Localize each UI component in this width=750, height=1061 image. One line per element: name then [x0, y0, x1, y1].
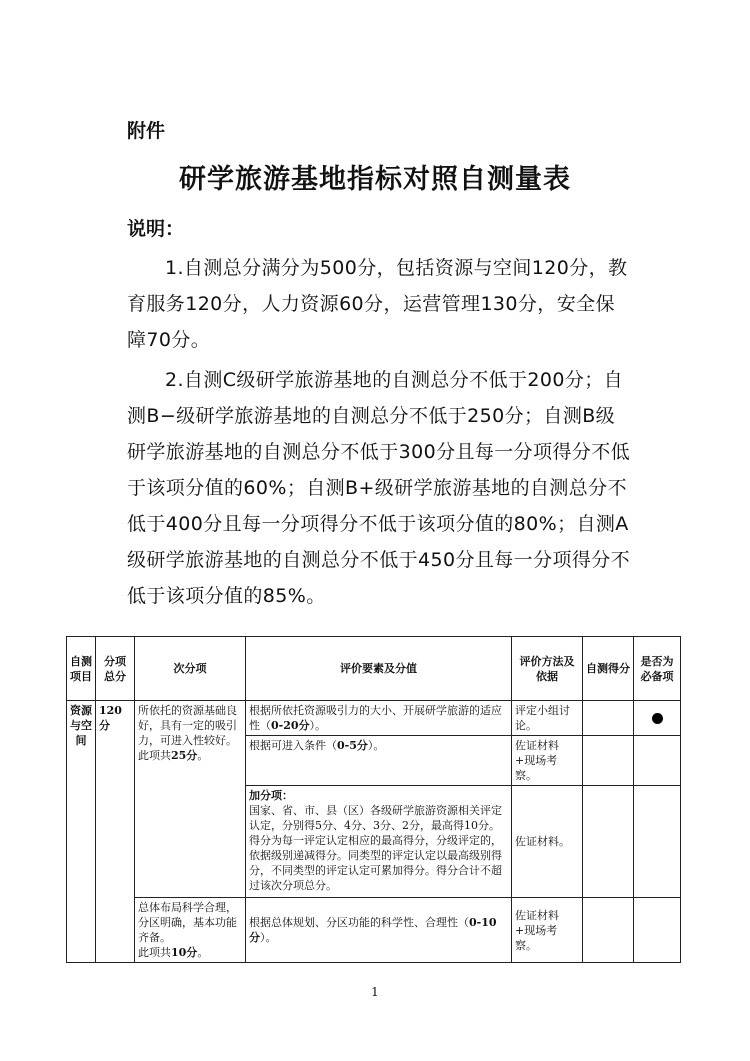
criteria-cell	[246, 701, 512, 736]
header-method: 评价方法及依据	[512, 637, 583, 701]
method-cell: 佐证材料。	[512, 786, 583, 898]
criteria-suffix: ）。	[260, 931, 277, 944]
required-dot-icon	[652, 713, 663, 724]
method-cell: 佐证材料+现场考察。	[512, 736, 583, 786]
self-score-cell[interactable]	[583, 701, 634, 736]
item-total-cell: 120分	[96, 701, 135, 963]
self-score-cell[interactable]	[583, 898, 634, 963]
required-cell	[634, 786, 681, 898]
criteria-suffix: ）。	[309, 719, 327, 732]
sub1-text: 所依托的资源基础良好，具有一定的吸引力，可进入性较好。	[138, 704, 237, 747]
header-sub: 次分项	[135, 637, 246, 701]
criteria-prefix: 根据所依托资源吸引力的大小、开展研学旅游的适应性（	[249, 704, 502, 732]
self-score-cell[interactable]	[583, 736, 634, 786]
table-header-row	[67, 637, 681, 701]
page-number: 1	[371, 985, 379, 999]
indicator-table	[66, 636, 681, 963]
sub2-text: 总体布局科学合理，分区明确，基本功能齐备。	[138, 901, 237, 944]
criteria-prefix: 根据总体规划、分区功能的科学性、合理性（	[249, 916, 469, 929]
criteria-suffix: ）。	[367, 739, 385, 752]
criteria-cell	[246, 898, 512, 963]
bonus-label: 加分项：	[249, 789, 293, 802]
bonus-text: 国家、省、市、县（区）各级研学旅游资源相关评定认定，分别得5分、4分、3分、2分，最高得10分。得分为每一评定认定相应的最高得分，分级评定的，依据级别递减得分。同类型的评定认定以最高级别得分，不同类型的评定认定可累加得分。得分合计不超过该次分项总分。	[249, 804, 502, 892]
criteria-cell	[246, 736, 512, 786]
paragraph-1: 1.自测总分满分为500分，包括资源与空间120分，教育服务120分，人力资源60分，运营管理130分，安全保障70分。	[127, 257, 628, 351]
sub2-cell	[135, 898, 246, 963]
header-total: 分项总分	[96, 637, 135, 701]
header-item: 自测项目	[67, 637, 96, 701]
sub1-total-prefix: 此项共	[138, 749, 171, 762]
sub2-total-value: 10分	[171, 946, 198, 959]
attachment-label: 附件	[127, 120, 166, 142]
sub1-total-value: 25分	[171, 749, 198, 762]
self-score-cell[interactable]	[583, 786, 634, 898]
header-required: 是否为必备项	[634, 637, 681, 701]
method-cell: 佐证材料+现场考察。	[512, 898, 583, 963]
bonus-cell	[246, 786, 512, 898]
sub2-total-prefix: 此项共	[138, 946, 171, 959]
header-self-score: 自测得分	[583, 637, 634, 701]
sub1-total-suffix: 。	[197, 749, 209, 762]
item-name-cell: 资源与空间	[67, 701, 96, 963]
method-cell: 评定小组讨论。	[512, 701, 583, 736]
sub2-total-suffix: 。	[197, 946, 209, 959]
note-label: 说明：	[127, 218, 185, 240]
criteria-score: 0-5分	[337, 739, 368, 752]
criteria-score: 0-10分	[249, 916, 497, 944]
criteria-prefix: 根据可进入条件（	[249, 739, 337, 752]
required-cell	[634, 898, 681, 963]
document-title: 研学旅游基地指标对照自测量表	[179, 164, 571, 195]
table-row	[67, 898, 681, 963]
sub1-cell	[135, 701, 246, 898]
header-criteria: 评价要素及分值	[246, 637, 512, 701]
criteria-score: 0-20分	[271, 719, 310, 732]
required-cell	[634, 736, 681, 786]
required-cell	[634, 701, 681, 736]
table-row	[67, 701, 681, 736]
paragraph-2: 2.自测C级研学旅游基地的自测总分不低于200分；自测B−级研学旅游基地的自测总分不低于250分；自测B级研学旅游基地的自测总分不低于300分且每一分项得分不低于该项分值的60%；自测B+级研学旅游基地的自测总分不低于400分且每一分项得分不低于该项分值的80%；自测A级研学旅游基地的自测总分不低于450分且每一分项得分不低于该项分值的85%。	[127, 369, 631, 607]
